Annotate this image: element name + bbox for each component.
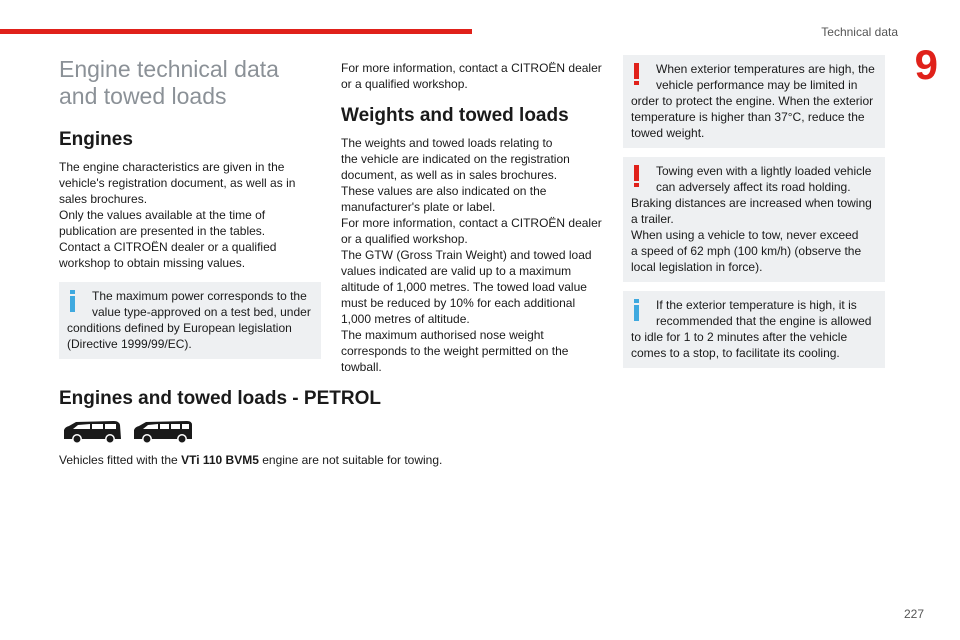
vehicle-icons <box>62 419 192 445</box>
engines-paragraph <box>59 159 321 271</box>
column-3 <box>623 55 885 368</box>
text-line: towed weight. <box>631 126 705 140</box>
text-line: or a qualified workshop. <box>341 77 468 91</box>
text-line: For more information, contact a CITROËN dealer <box>341 61 602 75</box>
petrol-towing-notice <box>59 452 442 468</box>
text-line: manufacturer's plate or label. <box>341 200 496 214</box>
text-line: When using a vehicle to tow, never exceed <box>631 228 859 242</box>
notice-text: engine are not suitable for towing. <box>258 453 443 467</box>
petrol-heading: Engines and towed loads - PETROL <box>59 388 381 409</box>
text-line: temperature is higher than 37°C, reduce the <box>631 110 865 124</box>
van-long-icon <box>134 421 192 443</box>
engine-code: VTi 110 BVM5 <box>181 453 259 467</box>
text-line: When exterior temperatures are high, the <box>656 62 875 76</box>
text-line: values indicated are valid up to a maximum <box>341 264 572 278</box>
text-line: must be reduced by 10% for each additional <box>341 296 576 310</box>
text-line: Towing even with a lightly loaded vehicle <box>656 164 872 178</box>
text-line: The GTW (Gross Train Weight) and towed load <box>341 248 592 262</box>
info-note <box>59 282 321 359</box>
text-line: comes to a stop, to facilitate its cooling. <box>631 346 840 360</box>
text-line: 1,000 metres of altitude. <box>341 312 470 326</box>
text-line: altitude of 1,000 metres. The towed load value <box>341 280 587 294</box>
section-title: Engine technical data and towed loads <box>59 56 279 109</box>
warning-note-high-temperature <box>623 55 885 148</box>
text-line: document, as well as in sales brochures. <box>341 168 558 182</box>
text-line: publication are presented in the tables. <box>59 224 266 238</box>
text-line: The weights and towed loads relating to <box>341 136 553 150</box>
info-note-cooling <box>623 291 885 368</box>
text-line: vehicle's registration document, as well as in <box>59 176 296 190</box>
text-line: the vehicle are indicated on the registration <box>341 152 570 166</box>
text-line: If the exterior temperature is high, it is <box>656 298 857 312</box>
text-line: sales brochures. <box>59 192 148 206</box>
text-line: value type-approved on a test bed, under <box>92 305 311 319</box>
warning-icon <box>632 63 642 87</box>
weights-heading: Weights and towed loads <box>341 105 569 126</box>
info-icon <box>632 299 642 323</box>
column-1 <box>59 56 321 359</box>
chapter-number: 9 <box>914 41 938 88</box>
text-line: Contact a CITROËN dealer or a qualified <box>59 240 277 254</box>
page-number: 227 <box>903 607 924 621</box>
text-line: The maximum power corresponds to the <box>92 289 307 303</box>
text-line: For more information, contact a CITROËN dealer <box>341 216 602 230</box>
text-line: local legislation in force). <box>631 260 763 274</box>
text-line: vehicle performance may be limited in <box>656 78 858 92</box>
text-line: a speed of 62 mph (100 km/h) (observe the <box>631 244 862 258</box>
text-line: corresponds to the weight permitted on the <box>341 344 569 358</box>
warning-icon <box>632 165 642 189</box>
text-line: towball. <box>341 360 382 374</box>
info-icon <box>68 290 78 314</box>
running-title: Technical data <box>821 25 898 39</box>
text-line: Only the values available at the time of <box>59 208 266 222</box>
text-line: to idle for 1 to 2 minutes after the vehicle <box>631 330 848 344</box>
text-line: can adversely affect its road holding. <box>656 180 851 194</box>
text-line: (Directive 1999/99/EC). <box>67 337 192 351</box>
text-line: Braking distances are increased when towing <box>631 196 872 210</box>
text-line: order to protect the engine. When the exterior <box>631 94 874 108</box>
notice-text: Vehicles fitted with the <box>59 453 182 467</box>
text-line: recommended that the engine is allowed <box>656 314 872 328</box>
text-line: a trailer. <box>631 212 674 226</box>
text-line: conditions defined by European legislation <box>67 321 292 335</box>
intro-paragraph <box>341 60 607 92</box>
weights-paragraph <box>341 135 607 375</box>
text-line: workshop to obtain missing values. <box>59 256 246 270</box>
engines-heading: Engines <box>59 129 133 150</box>
text-line: or a qualified workshop. <box>341 232 468 246</box>
text-line: These values are also indicated on the <box>341 184 547 198</box>
chapter-accent-bar <box>0 29 472 34</box>
text-line: The engine characteristics are given in the <box>59 160 285 174</box>
van-short-icon <box>64 421 121 443</box>
text-line: The maximum authorised nose weight <box>341 328 544 342</box>
warning-note-towing <box>623 157 885 282</box>
column-2 <box>341 60 607 375</box>
